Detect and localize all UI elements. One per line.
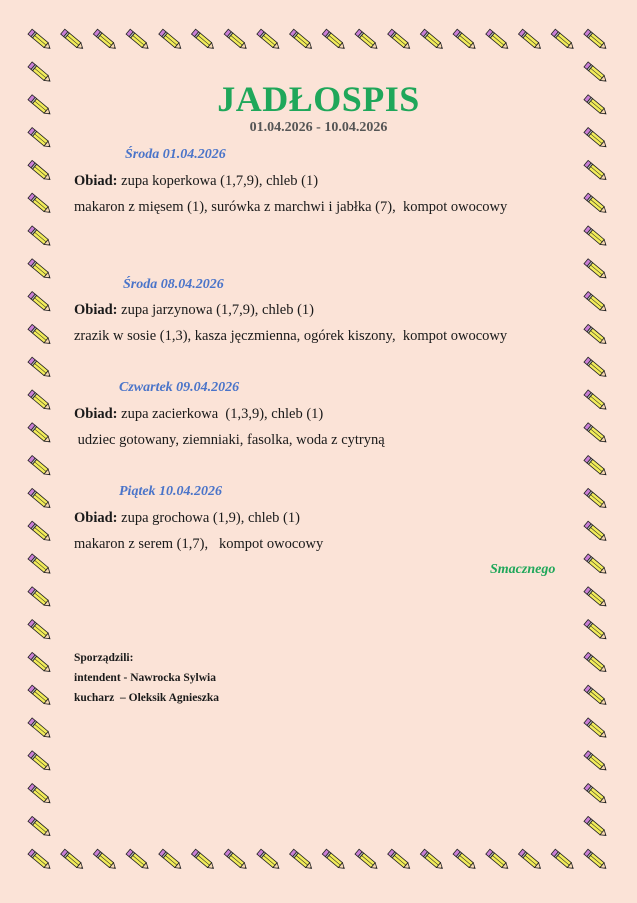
pencil-icon <box>551 29 575 51</box>
pencil-icon <box>584 652 608 674</box>
pencil-icon <box>257 849 281 871</box>
day-main-line: makaron z serem (1,7), kompot owocowy <box>74 536 324 552</box>
pencil-icon <box>28 488 52 510</box>
pencil-icon <box>28 193 52 215</box>
pencil-icon <box>290 849 314 871</box>
day-soup-line <box>74 302 314 319</box>
pencil-icon <box>584 390 608 412</box>
pencil-icon <box>584 29 608 51</box>
pencil-icon <box>453 29 477 51</box>
pencil-icon <box>28 784 52 806</box>
soup-text: zupa jarzynowa (1,7,9), chleb (1) <box>117 302 314 318</box>
pencil-icon <box>584 324 608 346</box>
obiad-label: Obiad: <box>74 302 118 318</box>
pencil-icon <box>584 718 608 740</box>
pencil-icon <box>584 849 608 871</box>
pencil-icon <box>28 816 52 838</box>
footer-label: Sporządzili: <box>74 652 134 664</box>
obiad-label: Obiad: <box>74 510 118 526</box>
pencil-icon <box>126 849 150 871</box>
date-range: 01.04.2026 - 10.04.2026 <box>249 120 388 135</box>
day-heading: Środa 01.04.2026 <box>125 147 226 162</box>
closing-text: Smacznego <box>490 562 556 577</box>
pencil-icon <box>584 587 608 609</box>
pencil-icon <box>257 29 281 51</box>
day-soup-line <box>74 510 300 527</box>
pencil-icon <box>28 29 52 51</box>
pencil-icon <box>388 29 412 51</box>
pencil-icon <box>584 226 608 248</box>
pencil-icon <box>486 849 510 871</box>
pencil-icon <box>28 160 52 182</box>
pencil-icon <box>486 29 510 51</box>
pencil-icon <box>61 29 85 51</box>
pencil-icon <box>420 849 444 871</box>
pencil-icon <box>290 29 314 51</box>
pencil-icon <box>28 324 52 346</box>
soup-text: zupa koperkowa (1,7,9), chleb (1) <box>117 173 319 189</box>
pencil-icon <box>453 849 477 871</box>
pencil-icon <box>93 849 117 871</box>
pencil-icon <box>584 357 608 379</box>
pencil-icon <box>61 849 85 871</box>
obiad-label: Obiad: <box>74 406 118 422</box>
pencil-icon <box>28 718 52 740</box>
pencil-icon <box>126 29 150 51</box>
pencil-icon <box>28 390 52 412</box>
pencil-icon <box>28 259 52 281</box>
pencil-icon <box>420 29 444 51</box>
pencil-icon <box>28 554 52 576</box>
soup-text: zupa zacierkowa (1,3,9), chleb (1) <box>117 406 324 422</box>
pencil-icon <box>28 423 52 445</box>
day-main-line: makaron z mięsem (1), surówka z marchwi i jabłka (7), kompot owocowy <box>74 199 508 215</box>
day-soup-line <box>74 173 318 190</box>
pencil-icon <box>584 292 608 314</box>
pencil-icon <box>518 29 542 51</box>
pencil-icon <box>551 849 575 871</box>
obiad-label: Obiad: <box>74 173 118 189</box>
pencil-icon <box>518 849 542 871</box>
pencil-icon <box>191 849 215 871</box>
footer-line-kucharz: kucharz – Oleksik Agnieszka <box>74 692 220 704</box>
pencil-icon <box>584 521 608 543</box>
pencil-icon <box>584 751 608 773</box>
pencil-icon <box>191 29 215 51</box>
pencil-icon <box>28 587 52 609</box>
pencil-icon <box>28 685 52 707</box>
pencil-icon <box>584 784 608 806</box>
pencil-icon <box>28 849 52 871</box>
pencil-icon <box>584 685 608 707</box>
pencil-icon <box>584 259 608 281</box>
pencil-icon <box>28 226 52 248</box>
pencil-icon <box>584 488 608 510</box>
pencil-icon <box>388 849 412 871</box>
pencil-icon <box>28 292 52 314</box>
day-heading: Czwartek 09.04.2026 <box>119 380 240 395</box>
day-heading: Piątek 10.04.2026 <box>119 484 223 499</box>
pencil-icon <box>28 652 52 674</box>
pencil-icon <box>28 357 52 379</box>
pencil-icon <box>584 423 608 445</box>
pencil-icon <box>159 29 183 51</box>
day-soup-line <box>74 406 323 423</box>
pencil-icon <box>224 849 248 871</box>
soup-text: zupa grochowa (1,9), chleb (1) <box>117 510 300 526</box>
pencil-icon <box>584 816 608 838</box>
pencil-icon <box>584 620 608 642</box>
pencil-icon <box>224 29 248 51</box>
day-main-line: zrazik w sosie (1,3), kasza jęczmienna, ogórek kiszony, kompot owocowy <box>74 328 508 344</box>
day-main-line: udziec gotowany, ziemniaki, fasolka, woda z cytryną <box>74 432 385 448</box>
pencil-icon <box>584 193 608 215</box>
pencil-icon <box>28 620 52 642</box>
footer-line-intendent: intendent - Nawrocka Sylwia <box>74 672 216 684</box>
pencil-icon <box>355 29 379 51</box>
pencil-icon <box>28 521 52 543</box>
pencil-icon <box>322 849 346 871</box>
pencil-icon <box>28 456 52 478</box>
pencil-icon <box>93 29 117 51</box>
pencil-icon <box>322 29 346 51</box>
pencil-icon <box>159 849 183 871</box>
page-title: JADŁOSPIS <box>217 79 420 119</box>
day-heading: Środa 08.04.2026 <box>123 277 224 292</box>
pencil-icon <box>355 849 379 871</box>
pencil-icon <box>584 456 608 478</box>
pencil-icon <box>28 751 52 773</box>
pencil-icon <box>584 554 608 576</box>
pencil-icon <box>584 160 608 182</box>
